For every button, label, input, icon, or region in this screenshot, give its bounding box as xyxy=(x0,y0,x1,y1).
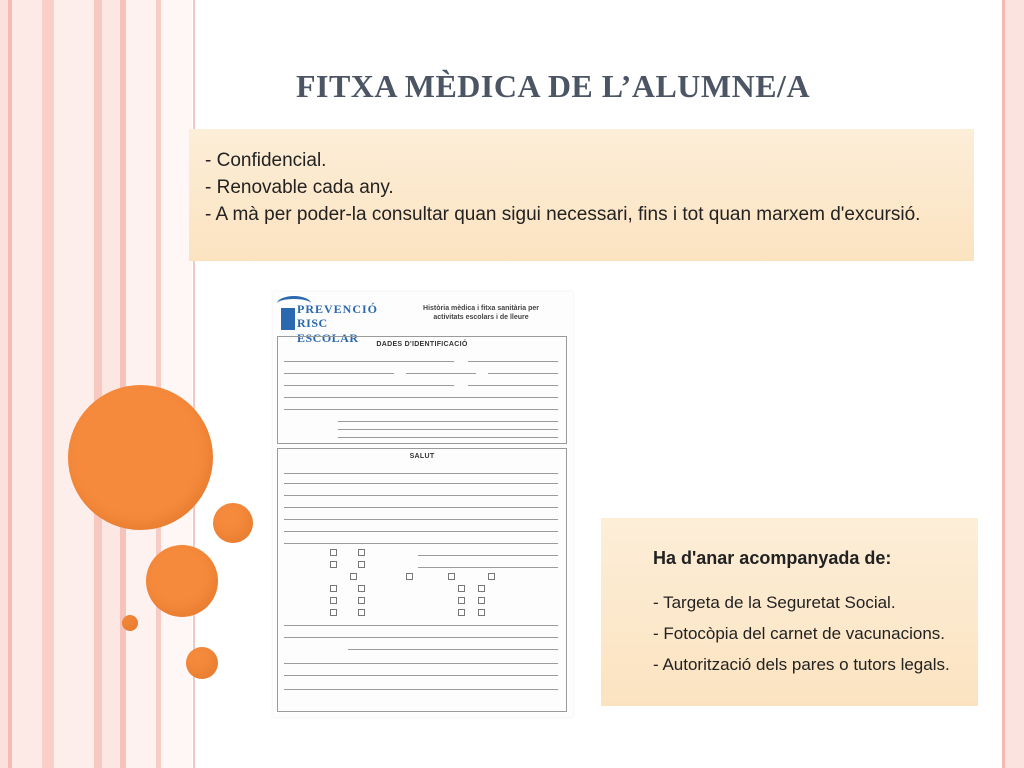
decorative-circle-medium xyxy=(146,545,218,617)
note-confidential: - Confidencial. xyxy=(205,150,327,171)
decorative-circle-tiny xyxy=(122,615,138,631)
form-section-identification xyxy=(277,336,567,444)
requirements-box xyxy=(601,518,978,706)
logo-text-line1: PREVENCIÓ xyxy=(297,302,379,316)
decorative-circle-small-2 xyxy=(186,647,218,679)
notes-box xyxy=(189,129,974,261)
form-header-line2: activitats escolars i de lleure xyxy=(433,314,529,321)
form-header-line1: Història mèdica i fitxa sanitària per xyxy=(423,305,539,312)
decorative-stripes xyxy=(0,0,192,768)
slide-title: FITXA MÈDICA DE L’ALUMNE/A xyxy=(295,68,811,104)
right-edge-stripe xyxy=(1002,0,1024,768)
decorative-circle-large xyxy=(68,385,213,530)
form-section-title: DADES D'IDENTIFICACIÓ xyxy=(376,341,468,348)
medical-form-image xyxy=(273,292,573,717)
note-at-hand: - A mà per poder-la consultar quan sigui necessari, fins i tot quan marxem d'excursió. xyxy=(205,204,921,225)
logo-mark-icon xyxy=(281,308,295,330)
decorative-circle-small xyxy=(213,503,253,543)
requirements-heading: Ha d'anar acompanyada de: xyxy=(653,548,892,568)
note-renewable: - Renovable cada any. xyxy=(205,177,394,198)
requirement-item: - Targeta de la Seguretat Social. xyxy=(653,593,896,612)
requirement-item: - Fotocòpia del carnet de vacunacions. xyxy=(653,624,946,643)
logo-text-line2: RISC ESCOLAR xyxy=(297,316,359,345)
form-section-title: SALUT xyxy=(409,453,435,460)
requirement-item: - Autorització dels pares o tutors legals. xyxy=(653,655,950,674)
prevencio-logo xyxy=(277,296,383,345)
form-header xyxy=(401,304,561,322)
form-section-health xyxy=(277,448,567,712)
